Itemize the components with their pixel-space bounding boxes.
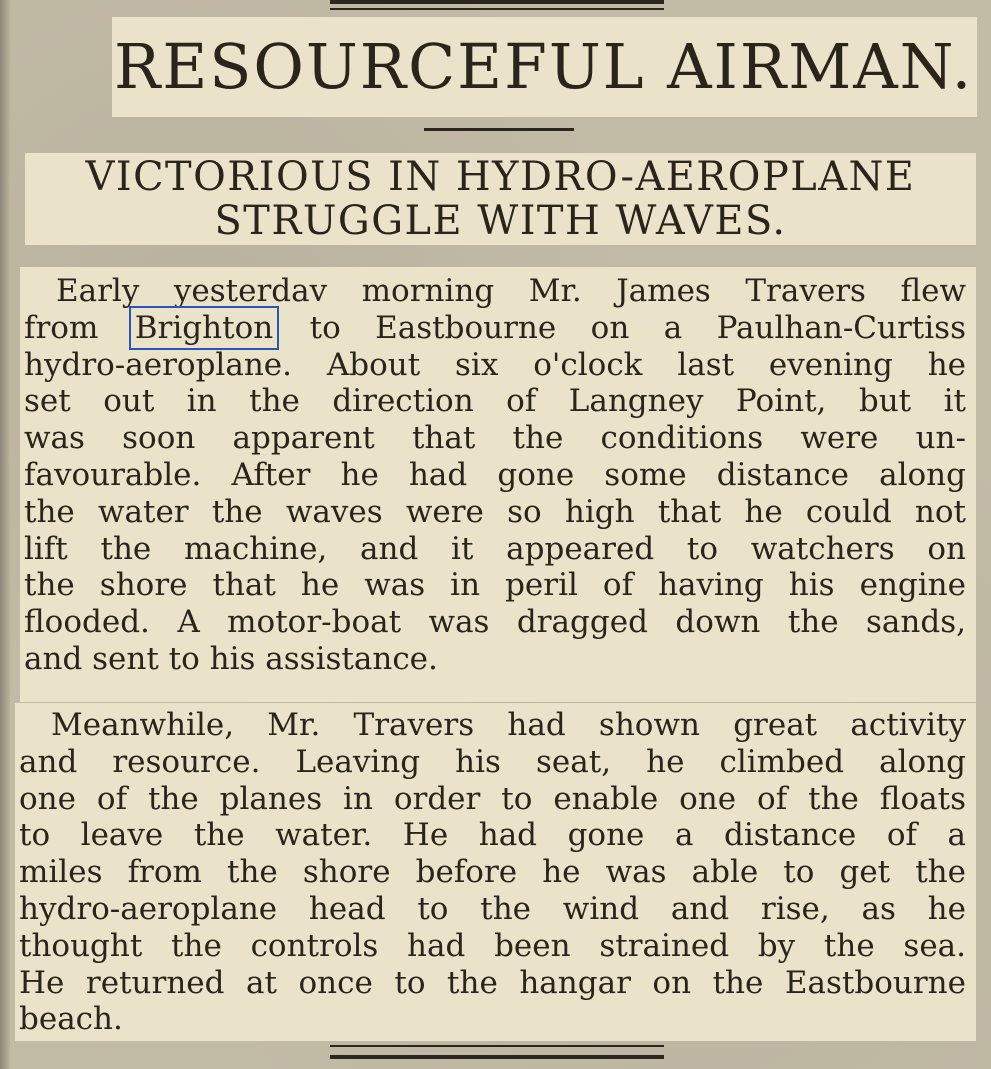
paragraph-line: set out in the direction of Langney Point, but it (24, 383, 966, 420)
paragraph-line: to leave the water. He had gone a distance of a (19, 817, 966, 854)
paragraph-line: miles from the shore before he was able to get the (19, 854, 966, 891)
paragraph-line: Meanwhile, Mr. Travers had shown great activity (51, 707, 966, 743)
paragraph-line: favourable. After he had gone some distance along (24, 456, 966, 493)
top-column-rule (330, 0, 664, 10)
paragraph-line: flooded. A motor-boat was dragged down the sands, (24, 604, 966, 641)
column-edge (0, 0, 10, 1069)
paragraph-line: Early yesterdav morning Mr. James Travers flew (56, 273, 966, 309)
paragraph-line: and sent to his assistance. (24, 640, 438, 677)
headline-block (112, 17, 977, 117)
highlighted-word[interactable]: Brighton (134, 309, 274, 346)
bottom-column-rule (330, 1045, 664, 1059)
paragraph-1 (20, 267, 976, 702)
subheadline-line-2: STRUGGLE WITH WAVES. (214, 198, 787, 244)
paragraph-line: beach. (19, 1001, 123, 1038)
paragraph-text: to Eastbourne on a Paulhan-Curtiss (309, 309, 967, 346)
paragraph-line: He returned at once to the hangar on the Eastbourne (19, 964, 966, 1001)
paragraph-2 (15, 703, 976, 1041)
paragraph-line: hydro-aeroplane. About six o'clock last evening he (24, 346, 966, 383)
paragraph-line: hydro-aeroplane head to the wind and rise, as he (19, 890, 966, 927)
subheadline-line-1: VICTORIOUS IN HYDRO-AEROPLANE (85, 154, 916, 200)
paragraph-line: the water the waves were so high that he could not (24, 493, 966, 530)
paragraph-line: was soon apparent that the conditions were un- (24, 420, 966, 457)
headline: RESOURCEFUL AIRMAN. (113, 30, 974, 103)
paragraph-line: the shore that he was in peril of having his engine (24, 567, 966, 604)
subheadline-block (25, 153, 976, 245)
paragraph-line: lift the machine, and it appeared to watchers on (24, 530, 966, 567)
paragraph-line (20, 310, 966, 347)
paragraph-line: one of the planes in order to enable one of the floats (19, 780, 966, 817)
headline-divider (424, 128, 574, 131)
paragraph-text: from (24, 309, 99, 346)
paragraph-line: and resource. Leaving his seat, he climbed along (19, 743, 966, 780)
paragraph-line: thought the controls had been strained by the sea. (19, 927, 966, 964)
